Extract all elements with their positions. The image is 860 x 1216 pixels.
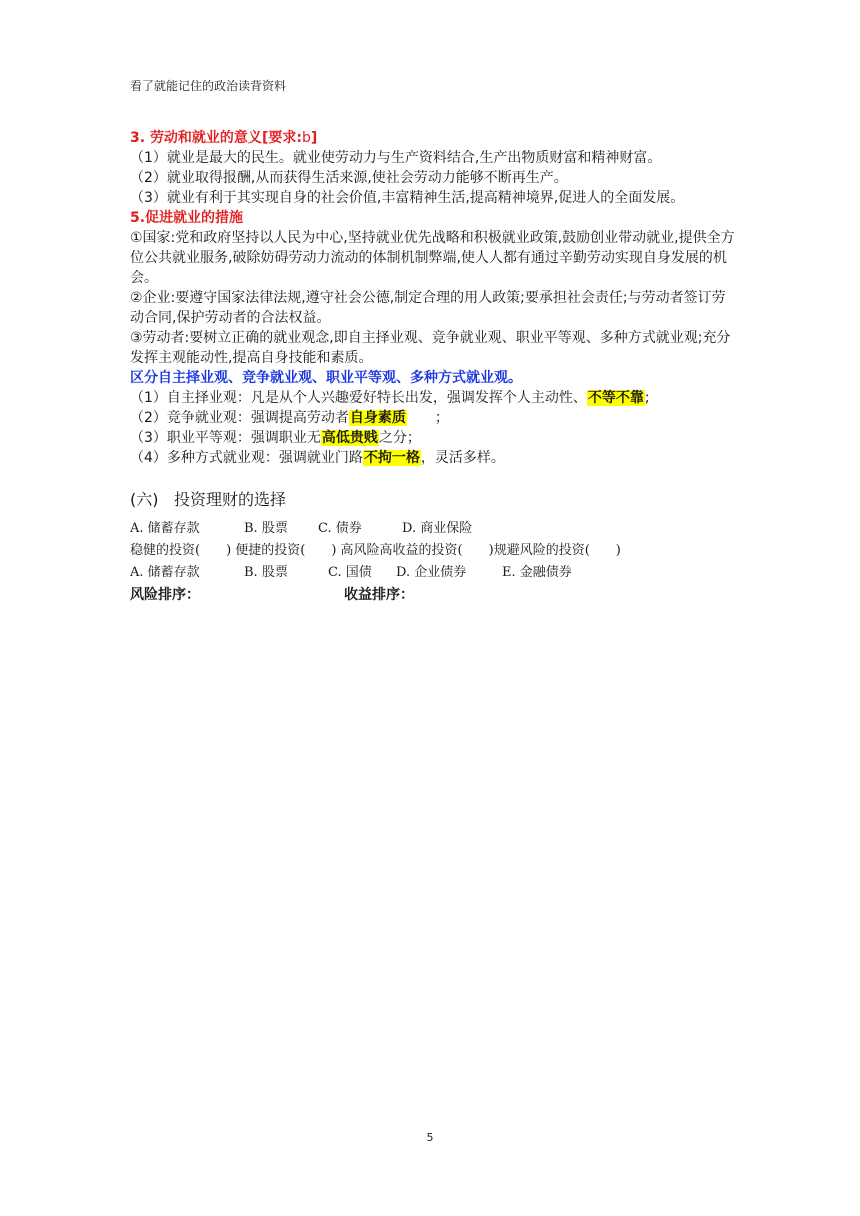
options-row-2 [130, 562, 735, 584]
section3-title-main: 劳动和就业的意义 [149, 130, 262, 146]
distinguish-item-3-text: （3）职业平等观：强调职业无 [130, 430, 321, 446]
distinguish-item-4-text: （4）多种方式就业观：强调就业门路 [130, 450, 363, 466]
option-d: D. 商业保险 [402, 521, 473, 536]
option-b: B. 股票 [244, 521, 288, 536]
risk-ranking-label: 风险排序： [130, 587, 200, 603]
section5-paragraph-state: ①国家:党和政府坚持以人民为中心,坚持就业优先战略和积极就业政策,鼓励创业带动就业,提供全方位公共就业服务,破除妨碍劳动力流动的体制机制弊端,使人人都有通过辛勤劳动实现自身发展的机会。 [130, 230, 735, 286]
option-a: A. 储蓄存款 [130, 521, 200, 536]
section3-title [130, 128, 735, 148]
distinguish-item-3-end: 之分； [378, 430, 421, 446]
section3-title-b: b [301, 130, 311, 146]
section6-num: (六) [130, 490, 159, 509]
section5-title: 5.促进就业的措施 [130, 210, 244, 226]
highlight-text: 自身素质 [349, 410, 406, 426]
distinguish-title: 区分自主择业观、竞争就业观、职业平等观、多种方式就业观。 [130, 370, 522, 386]
highlight-text: 高低贵贱 [321, 430, 378, 446]
option-a: A. 储蓄存款 [130, 565, 200, 580]
option-c: C. 债券 [318, 521, 362, 536]
distinguish-item-2-text: （2）竞争就业观：强调提高劳动者 [130, 410, 349, 426]
section3-item-3: （3）就业有利于其实现自身的社会价值,丰富精神生活,提高精神境界,促进人的全面发展。 [130, 190, 685, 206]
highlight-text: 不拘一格 [363, 450, 420, 466]
distinguish-item-1-text: （1）自主择业观：凡是从个人兴趣爱好特长出发，强调发挥个人主动性、 [130, 390, 587, 406]
highlight-text: 不等不靠 [587, 390, 644, 406]
distinguish-item-3 [130, 428, 735, 448]
option-e: E. 金融债券 [502, 565, 572, 580]
page-header: 看了就能记住的政治读背资料 [130, 79, 287, 93]
section6-title-text: 投资理财的选择 [174, 490, 287, 509]
section3-title-req: [要求: [261, 130, 302, 146]
section3-title-end: ] [310, 130, 318, 146]
distinguish-item-1-end: ; [644, 390, 650, 406]
document-body [130, 128, 735, 605]
distinguish-item-4 [130, 448, 735, 468]
option-d: D. 企业债券 [396, 565, 467, 580]
option-c: C. 国债 [328, 565, 372, 580]
investment-question: 稳健的投资( ) 便捷的投资( ) 高风险高收益的投资( )规避风险的投资( ) [130, 543, 621, 558]
distinguish-item-4-end: ，灵活多样。 [420, 450, 505, 466]
section3-item-1: （1）就业是最大的民生。就业使劳动力与生产资料结合,生产出物质财富和精神财富。 [130, 150, 662, 166]
section3-title-num: 3. [130, 130, 150, 146]
section5-paragraph-worker: ③劳动者:要树立正确的就业观念,即自主择业观、竞争就业观、职业平等观、多种方式就业观;充分发挥主观能动性,提高自身技能和素质。 [130, 330, 731, 366]
distinguish-item-1 [130, 388, 735, 408]
option-b: B. 股票 [244, 565, 288, 580]
section3-item-2: （2）就业取得报酬,从而获得生活来源,使社会劳动力能够不断再生产。 [130, 170, 568, 186]
section5-paragraph-enterprise: ②企业:要遵守国家法律法规,遵守社会公德,制定合理的用人政策;要承担社会责任;与劳动者签订劳动合同,保护劳动者的合法权益。 [130, 290, 726, 326]
return-ranking-label: 收益排序： [344, 587, 414, 603]
page-number: 5 [426, 1131, 434, 1144]
distinguish-item-2-end: ； [434, 410, 449, 426]
distinguish-item-2 [130, 408, 735, 428]
ranking-row [130, 585, 735, 605]
section6-title [130, 488, 735, 512]
options-row-1 [130, 518, 735, 540]
